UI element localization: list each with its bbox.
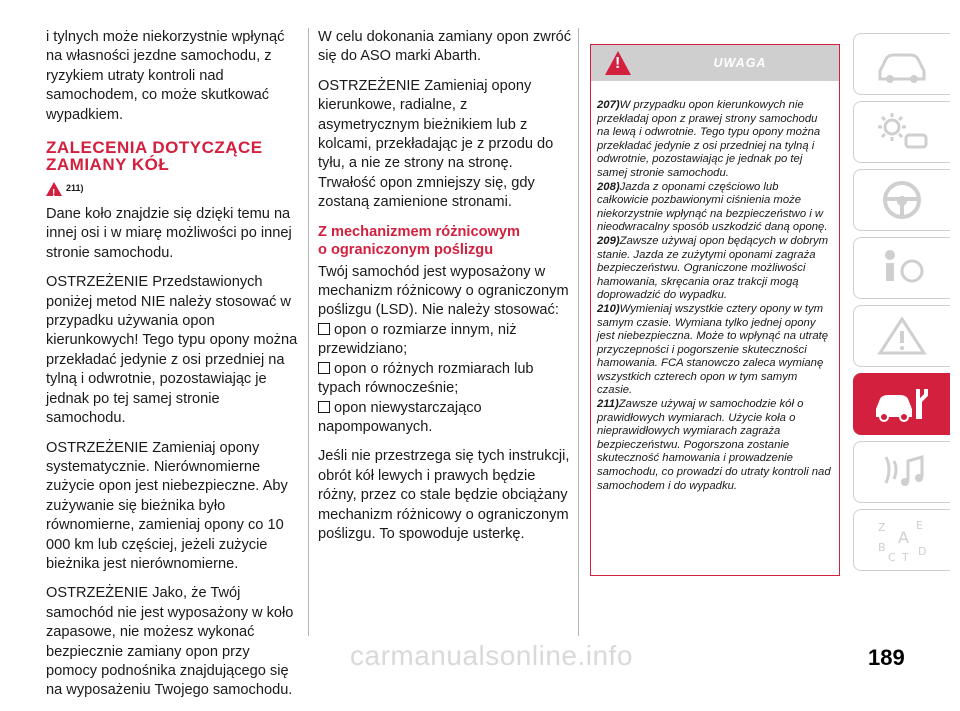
index-letter: E bbox=[916, 519, 923, 532]
subsection-title-line: Z mechanizmem różnicowym bbox=[318, 223, 520, 240]
tab-car-maintenance[interactable] bbox=[853, 373, 950, 435]
column-divider bbox=[578, 28, 579, 636]
checkbox-bullet-icon bbox=[318, 323, 330, 335]
index-letter: B bbox=[878, 541, 886, 554]
warning-item bbox=[597, 398, 833, 493]
paragraph: Twój samochód jest wyposażony w mechanizm różnicowy o ograniczonym poślizgu (LSD). Nie należy stosować: bbox=[318, 263, 569, 319]
subsection-title-line: o ograniczonym poślizgu bbox=[318, 241, 494, 258]
car-maintenance-icon bbox=[872, 381, 932, 427]
warning-item bbox=[597, 235, 833, 303]
warning-item-number: 207) bbox=[597, 99, 620, 111]
dashboard-lights-icon bbox=[872, 109, 932, 155]
section-title-line: ZALECENIA DOTYCZĄCE bbox=[46, 138, 263, 158]
warning-item-text: Jazda z oponami częściowo lub całkowicie pozbawionymi ciśnienia może niekorzystnie wpłynąć na bezpieczeństwo i w nieodwracalny sposób uszkodzić daną oponę. bbox=[597, 180, 828, 234]
chapter-navigation bbox=[853, 33, 949, 577]
tab-multimedia[interactable] bbox=[853, 441, 950, 503]
paragraph: OSTRZEŻENIE Jako, że Twój samochód nie jest wyposażony w koło zapasowe, nie możesz wykonać bezpiecznie zamiany opon przy pomocy podnośnika znajdującego się na wyposażeniu Twojego samochodu. bbox=[46, 585, 294, 699]
paragraph: Dane koło znajdzie się dzięki temu na innej osi i w miarę możliwości po innej stronie samochodu. bbox=[46, 206, 292, 261]
index-letter: Z bbox=[878, 521, 886, 534]
steering-wheel-icon bbox=[872, 177, 932, 223]
index-letter: T bbox=[902, 551, 909, 563]
checkbox-bullet-icon bbox=[318, 401, 330, 413]
warning-item-number: 208) bbox=[597, 180, 620, 193]
watermark: carmanualsonline.info bbox=[350, 640, 633, 671]
paragraph: W celu dokonania zamiany opon zwróć się do ASO marki Abarth. bbox=[318, 29, 572, 65]
multimedia-icon bbox=[872, 449, 932, 495]
warning-item-number: 210) bbox=[597, 302, 620, 315]
list-item-text: opon o rozmiarze innym, niż przewidziano; bbox=[318, 321, 517, 358]
column-divider bbox=[308, 28, 309, 636]
section-title-line: ZAMIANY KÓŁ bbox=[46, 155, 170, 175]
index-letter: A bbox=[898, 528, 909, 547]
paragraph: Jeśli nie przestrzega się tych instrukcji, obrót kół lewych i prawych będzie różny, przez co stale będzie obciążany mechanizm różnicowy o ograniczonym poślizgu. To spowoduje usterkę. bbox=[318, 448, 570, 542]
warning-title: UWAGA bbox=[713, 56, 767, 70]
warning-item-text: W przypadku opon kierunkowych nie przekładaj opon z prawej strony samochodu na lewą i odwrotnie. Tego typu opony można przekładać jedynie z osi przedniej na tylną i odwrotnie, pozostawiając je jednak po tej samej stronie samochodu. bbox=[597, 99, 821, 179]
checkbox-bullet-icon bbox=[318, 362, 330, 374]
warning-item bbox=[597, 99, 833, 181]
warning-triangle-icon bbox=[46, 182, 62, 196]
index-letter: C bbox=[888, 551, 896, 563]
warning-reference-number: 211) bbox=[66, 183, 84, 194]
tab-safety[interactable] bbox=[853, 237, 950, 299]
list-item bbox=[318, 399, 572, 438]
paragraph: i tylnych może niekorzystnie wpłynąć na własności jezdne samochodu, z ryzykiem utraty kontroli nad samochodem, co może skutkować wypadkiem. bbox=[46, 29, 285, 123]
warning-item-number: 209) bbox=[597, 234, 620, 247]
warning-item bbox=[597, 303, 833, 398]
car-info-icon bbox=[872, 41, 932, 87]
warning-box-header bbox=[591, 45, 839, 81]
list-item-text: opon o różnych rozmiarach lub typach równocześnie; bbox=[318, 360, 534, 397]
paragraph: OSTRZEŻENIE Przedstawionych poniżej metod NIE należy stosować w przypadku używania opon kierunkowych! Tego typu opony można przekładać jedynie z osi przedniej na tylną i odwrotnie, pozostawiając je jednak po tej samej stronie samochodu. bbox=[46, 274, 298, 427]
warning-reference[interactable] bbox=[46, 181, 300, 197]
tab-steering-wheel[interactable] bbox=[853, 169, 950, 231]
list-item bbox=[318, 321, 572, 360]
tab-alphabetical-index[interactable] bbox=[853, 509, 950, 571]
subsection-title bbox=[318, 223, 572, 259]
safety-airbag-icon bbox=[872, 245, 932, 291]
road-warning-icon bbox=[872, 313, 932, 359]
list-item-text: opon niewystarczająco napompowanych. bbox=[318, 399, 482, 435]
warning-box bbox=[590, 44, 840, 576]
warning-item bbox=[597, 181, 833, 235]
warning-item-text: Zawsze używaj opon będących w dobrym stanie. Jazda ze zużytymi oponami zagraża bezpieczeństwu. Ograniczone możliwości hamowania, skręcania oraz trakcji mogą doprowadzić do wypadku. bbox=[597, 234, 829, 302]
warning-item-text: Zawsze używaj w samochodzie kół o prawidłowych wymiarach. Użycie koła o nieprawidłowych wymiarach zagraża bezpieczeństwu. Pogorszona zostanie skuteczność hamowania i prowadzenie samochodu, co prowadzi do utraty kontroli nad samochodem i do wypadku. bbox=[597, 398, 831, 492]
section-title bbox=[46, 139, 300, 173]
tab-car-info[interactable] bbox=[853, 33, 950, 95]
paragraph: OSTRZEŻENIE Zamieniaj opony systematycznie. Nierównomierne zużycie opon jest niebezpieczne. Aby zużywanie się bieżnika było równomierne, zamieniaj opony co 10 000 km lub częściej, jeżeli zużycie bieżnika jest nierównomierne. bbox=[46, 439, 288, 572]
column-left bbox=[46, 28, 300, 711]
list-item bbox=[318, 360, 572, 399]
alphabetical-index-icon bbox=[872, 517, 932, 563]
warning-item-text: Wymieniaj wszystkie cztery opony w tym samym czasie. Wymiana tylko jednej opony jest niebezpieczna. Może to wpłynąć na utratę przyczepności i pogorszenie skuteczności hamowania. FCA stanowczo zaleca wymianę wszystkich czterech opon w tym samym czasie. bbox=[597, 302, 829, 397]
warning-item-number: 211) bbox=[597, 398, 619, 411]
bullet-list bbox=[318, 321, 572, 437]
column-middle bbox=[318, 28, 572, 554]
warning-box-body bbox=[591, 81, 839, 493]
page-number: 189 bbox=[868, 645, 905, 670]
index-letter: D bbox=[918, 545, 927, 558]
tab-road-warning[interactable] bbox=[853, 305, 950, 367]
tab-dashboard-lights[interactable] bbox=[853, 101, 950, 163]
paragraph: OSTRZEŻENIE Zamieniaj opony kierunkowe, radialne, z asymetrycznym bieżnikiem lub z kolcami, przekładając je z przodu do tyłu, a nie ze strony na stronę. Trwałość opon zmniejszy się, gdy zostaną zamienione stronami. bbox=[318, 77, 554, 211]
